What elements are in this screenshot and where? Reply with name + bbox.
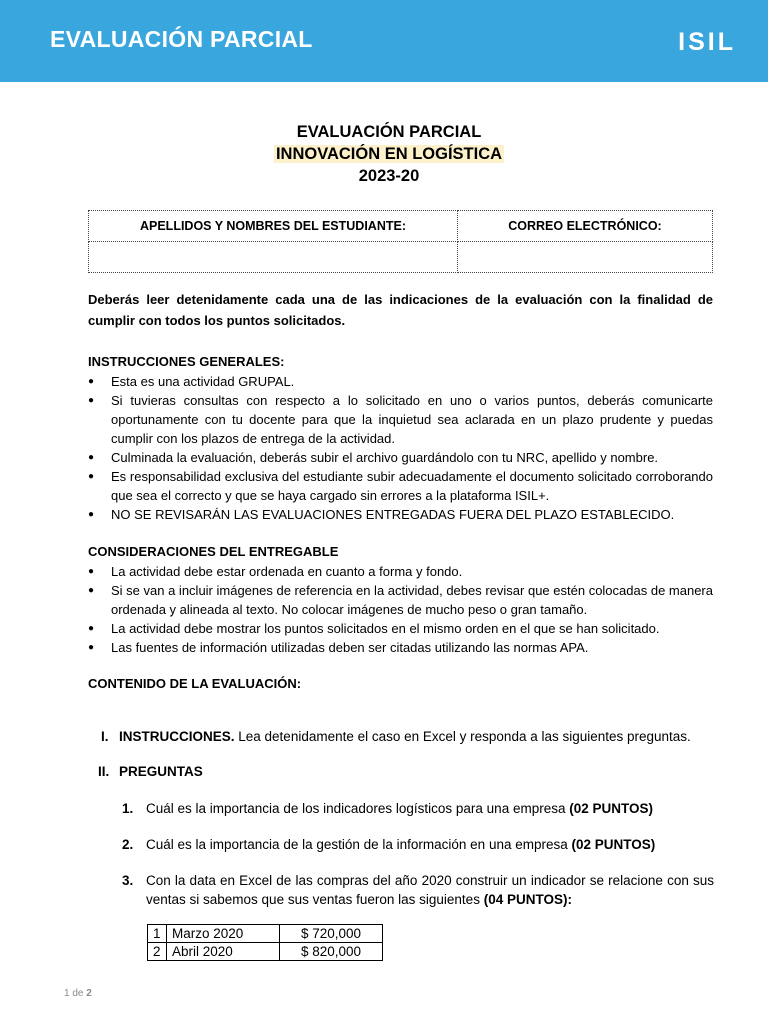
question-number: 2.	[122, 837, 134, 852]
intro-paragraph: Deberás leer detenidamente cada una de las indicaciones de la evaluación con la finalidad de cumplir con todos los puntos solicitados.	[88, 292, 713, 328]
list-item: ● Las fuentes de información utilizadas deben ser citadas utilizando las normas APA.	[88, 638, 713, 657]
row-number: 2	[148, 943, 167, 961]
row-value: $ 720,000	[280, 925, 383, 943]
header-title: EVALUACIÓN PARCIAL	[50, 26, 313, 52]
section-number: II.	[98, 764, 110, 779]
row-month: Marzo 2020	[167, 925, 280, 943]
question-body: Cuál es la importancia de la gestión de la información en una empresa	[146, 837, 572, 852]
question-number: 1.	[122, 801, 134, 816]
title-line-3: 2023-20	[358, 167, 420, 185]
page-separator: de	[69, 988, 87, 999]
list-item: ● Si tuvieras consultas con respecto a lo solicitado en uno o varios puntos, deberás comunicarte oportunamente con tu docente para que la inquietud sea aclarada en un plazo prudente y puedas cumplir con los plazos de entrega de la actividad.	[88, 391, 713, 448]
title-line-1: EVALUACIÓN PARCIAL	[296, 123, 482, 141]
list-item: ● La actividad debe estar ordenada en cuanto a forma y fondo.	[88, 562, 713, 581]
table-row	[148, 925, 383, 943]
question-text	[146, 871, 714, 909]
section-label: PREGUNTAS	[119, 764, 203, 779]
section-number: I.	[101, 729, 109, 744]
section-label: INSTRUCCIONES.	[119, 729, 235, 744]
question-points: (02 PUNTOS)	[569, 801, 654, 816]
list-item: ● Es responsabilidad exclusiva del estudiante subir adecuadamente el documento solicitado corroborando que sea el correcto y que se haya cargado sin errores a la plataforma ISIL+.	[88, 467, 713, 505]
current-page: 1	[64, 988, 70, 999]
isil-logo: ISIL	[678, 28, 736, 56]
list-item: ● NO SE REVISARÁN LAS EVALUACIONES ENTREGADAS FUERA DEL PLAZO ESTABLECIDO.	[88, 505, 713, 524]
student-name-header: APELLIDOS Y NOMBRES DEL ESTUDIANTE:	[89, 211, 458, 242]
row-number: 1	[148, 925, 167, 943]
course-name: INNOVACIÓN EN LOGÍSTICA	[275, 145, 503, 163]
email-field[interactable]	[458, 242, 713, 273]
header-bar	[0, 0, 768, 82]
question-2	[122, 835, 714, 854]
question-points: (02 PUNTOS)	[571, 837, 656, 852]
question-1	[122, 799, 714, 818]
section-text: Lea detenidamente el caso en Excel y responda a las siguientes preguntas.	[234, 729, 691, 744]
question-text	[146, 835, 714, 854]
row-month: Abril 2020	[167, 943, 280, 961]
row-value: $ 820,000	[280, 943, 383, 961]
question-body: Cuál es la importancia de los indicadores logísticos para una empresa	[146, 801, 570, 816]
list-item: ● Esta es una actividad GRUPAL.	[88, 372, 713, 391]
student-info-table	[88, 210, 713, 273]
question-body: Con la data en Excel de las compras del año 2020 construir un indicador se relacione con sus ventas si sabemos que sus ventas fueron las siguientes	[146, 873, 714, 907]
page-indicator	[64, 988, 92, 999]
question-number: 3.	[122, 873, 134, 888]
section-instructions	[101, 729, 691, 744]
document-title	[0, 121, 768, 187]
list-item: ● La actividad debe mostrar los puntos solicitados en el mismo orden en el que se han solicitado.	[88, 619, 713, 638]
email-header: CORREO ELECTRÓNICO:	[458, 211, 713, 242]
question-text	[146, 799, 714, 818]
content-heading: CONTENIDO DE LA EVALUACIÓN:	[88, 676, 302, 691]
title-line-2	[0, 143, 768, 165]
student-name-field[interactable]	[89, 242, 458, 273]
total-pages: 2	[86, 988, 92, 999]
list-item: ● Si se van a incluir imágenes de referencia en la actividad, debes revisar que estén colocadas de manera ordenada y alineada al texto. No colocar imágenes de mucho peso o gran tamaño.	[88, 581, 713, 619]
general-instructions-heading: INSTRUCCIONES GENERALES:	[88, 354, 285, 369]
question-points: (04 PUNTOS):	[483, 892, 572, 907]
general-instructions-list	[88, 372, 713, 524]
section-questions	[98, 764, 203, 779]
question-3	[122, 871, 714, 909]
table-row	[148, 943, 383, 961]
deliverable-list	[88, 562, 713, 657]
sales-table	[147, 924, 383, 961]
list-item: ● Culminada la evaluación, deberás subir el archivo guardándolo con tu NRC, apellido y nombre.	[88, 448, 713, 467]
deliverable-heading: CONSIDERACIONES DEL ENTREGABLE	[88, 544, 339, 559]
